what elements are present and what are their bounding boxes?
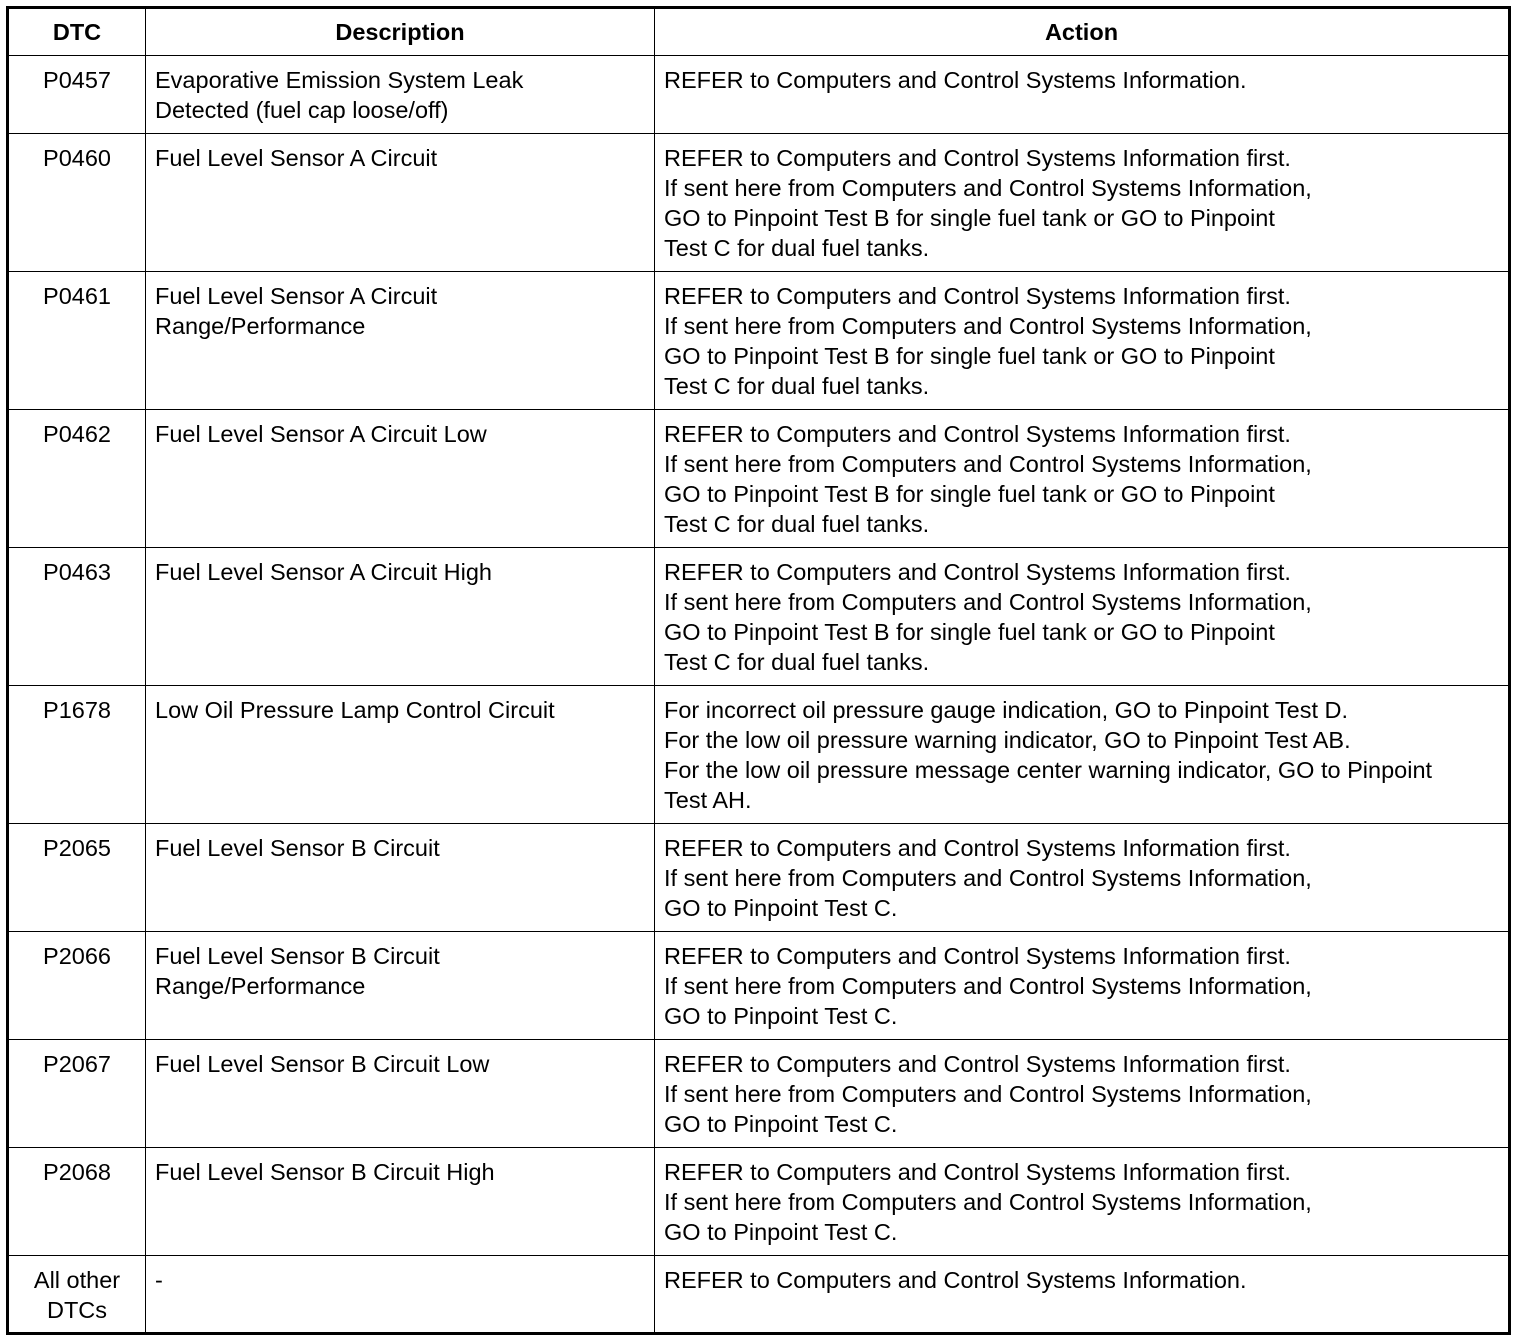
- dtc-code-cell: [8, 410, 146, 548]
- header-description: Description: [146, 8, 655, 56]
- dtc-table: [6, 6, 1511, 1335]
- action-line: For the low oil pressure message center warning indicator, GO to Pinpoint: [664, 757, 1433, 783]
- description-cell: [146, 134, 655, 272]
- action-line: If sent here from Computers and Control Systems Information,: [664, 865, 1312, 891]
- description-line: Range/Performance: [155, 313, 366, 339]
- description-cell: [146, 410, 655, 548]
- action-line: If sent here from Computers and Control Systems Information,: [664, 589, 1312, 615]
- action-line: GO to Pinpoint Test B for single fuel tank or GO to Pinpoint: [664, 619, 1275, 645]
- dtc-code: P2066: [43, 943, 111, 969]
- description-line: Fuel Level Sensor A Circuit High: [155, 559, 492, 585]
- header-dtc: DTC: [8, 8, 146, 56]
- dtc-code-cell: [8, 824, 146, 932]
- action-line: If sent here from Computers and Control Systems Information,: [664, 1081, 1312, 1107]
- table-row: [8, 134, 1510, 272]
- dtc-code-cell: [8, 1148, 146, 1256]
- description-line: Fuel Level Sensor B Circuit: [155, 943, 440, 969]
- action-line: If sent here from Computers and Control Systems Information,: [664, 313, 1312, 339]
- action-line: REFER to Computers and Control Systems Information.: [664, 1267, 1247, 1293]
- table-row: [8, 1040, 1510, 1148]
- description-line: Fuel Level Sensor A Circuit: [155, 145, 438, 171]
- action-line: If sent here from Computers and Control Systems Information,: [664, 1189, 1312, 1215]
- dtc-code-cell: [8, 134, 146, 272]
- table-row: [8, 56, 1510, 134]
- action-line: REFER to Computers and Control Systems Information first.: [664, 421, 1291, 447]
- action-line: REFER to Computers and Control Systems Information first.: [664, 1159, 1291, 1185]
- dtc-code: P0460: [43, 145, 111, 171]
- dtc-code-cell: [8, 686, 146, 824]
- description-cell: [146, 56, 655, 134]
- action-line: REFER to Computers and Control Systems Information first.: [664, 145, 1291, 171]
- table-row: [8, 932, 1510, 1040]
- action-line: REFER to Computers and Control Systems Information first.: [664, 559, 1291, 585]
- table-header-row: [8, 8, 1510, 56]
- action-line: Test AH.: [664, 787, 752, 813]
- action-cell: [655, 410, 1510, 548]
- action-line: GO to Pinpoint Test B for single fuel tank or GO to Pinpoint: [664, 343, 1275, 369]
- description-line: Low Oil Pressure Lamp Control Circuit: [155, 697, 555, 723]
- action-line: REFER to Computers and Control Systems Information first.: [664, 1051, 1291, 1077]
- action-cell: [655, 932, 1510, 1040]
- description-cell: [146, 686, 655, 824]
- description-cell: [146, 1148, 655, 1256]
- action-cell: [655, 1148, 1510, 1256]
- action-line: Test C for dual fuel tanks.: [664, 235, 930, 261]
- action-line: REFER to Computers and Control Systems Information first.: [664, 943, 1291, 969]
- dtc-code: All other: [33, 1267, 121, 1293]
- table-row: [8, 1148, 1510, 1256]
- action-line: If sent here from Computers and Control Systems Information,: [664, 973, 1312, 999]
- action-line: For the low oil pressure warning indicator, GO to Pinpoint Test AB.: [664, 727, 1351, 753]
- action-line: GO to Pinpoint Test B for single fuel tank or GO to Pinpoint: [664, 205, 1275, 231]
- description-line: Evaporative Emission System Leak: [155, 67, 524, 93]
- table-row: [8, 686, 1510, 824]
- dtc-code: P0457: [43, 67, 111, 93]
- dtc-code: P0461: [43, 283, 111, 309]
- dtc-code: P0463: [43, 559, 111, 585]
- action-cell: [655, 1256, 1510, 1334]
- action-line: REFER to Computers and Control Systems Information first.: [664, 283, 1291, 309]
- header-action: Action: [655, 8, 1510, 56]
- action-line: GO to Pinpoint Test C.: [664, 1003, 898, 1029]
- dtc-code-cell: [8, 548, 146, 686]
- action-cell: [655, 548, 1510, 686]
- action-line: If sent here from Computers and Control Systems Information,: [664, 451, 1312, 477]
- dtc-code-cell: [8, 1256, 146, 1334]
- action-cell: [655, 1040, 1510, 1148]
- description-cell: [146, 272, 655, 410]
- table-row: [8, 548, 1510, 686]
- dtc-code: P2067: [43, 1051, 111, 1077]
- description-line: -: [155, 1267, 163, 1293]
- description-cell: [146, 1256, 655, 1334]
- action-line: Test C for dual fuel tanks.: [664, 373, 930, 399]
- dtc-code-cell: [8, 272, 146, 410]
- table-row: [8, 410, 1510, 548]
- description-line: Fuel Level Sensor B Circuit: [155, 835, 440, 861]
- action-line: GO to Pinpoint Test C.: [664, 1111, 898, 1137]
- description-cell: [146, 824, 655, 932]
- action-line: If sent here from Computers and Control Systems Information,: [664, 175, 1312, 201]
- action-line: GO to Pinpoint Test C.: [664, 1219, 898, 1245]
- dtc-code: P2068: [43, 1159, 111, 1185]
- dtc-code-cell: [8, 1040, 146, 1148]
- dtc-code-cell: [8, 56, 146, 134]
- dtc-code: P2065: [43, 835, 111, 861]
- action-line: For incorrect oil pressure gauge indication, GO to Pinpoint Test D.: [664, 697, 1349, 723]
- action-cell: [655, 134, 1510, 272]
- table-row: [8, 824, 1510, 932]
- description-line: Fuel Level Sensor B Circuit High: [155, 1159, 495, 1185]
- dtc-code: DTCs: [46, 1297, 108, 1323]
- dtc-code-cell: [8, 932, 146, 1040]
- action-cell: [655, 686, 1510, 824]
- description-line: Fuel Level Sensor A Circuit: [155, 283, 438, 309]
- action-line: REFER to Computers and Control Systems Information.: [664, 67, 1247, 93]
- description-cell: [146, 1040, 655, 1148]
- action-line: Test C for dual fuel tanks.: [664, 511, 930, 537]
- description-line: Fuel Level Sensor A Circuit Low: [155, 421, 487, 447]
- description-cell: [146, 548, 655, 686]
- description-cell: [146, 932, 655, 1040]
- action-cell: [655, 56, 1510, 134]
- description-line: Fuel Level Sensor B Circuit Low: [155, 1051, 490, 1077]
- dtc-code: P0462: [43, 421, 111, 447]
- table-row: [8, 272, 1510, 410]
- action-line: GO to Pinpoint Test B for single fuel tank or GO to Pinpoint: [664, 481, 1275, 507]
- description-line: Detected (fuel cap loose/off): [155, 97, 449, 123]
- action-cell: [655, 824, 1510, 932]
- dtc-code: P1678: [43, 697, 111, 723]
- table-row: [8, 1256, 1510, 1334]
- action-cell: [655, 272, 1510, 410]
- description-line: Range/Performance: [155, 973, 366, 999]
- action-line: GO to Pinpoint Test C.: [664, 895, 898, 921]
- action-line: Test C for dual fuel tanks.: [664, 649, 930, 675]
- action-line: REFER to Computers and Control Systems Information first.: [664, 835, 1291, 861]
